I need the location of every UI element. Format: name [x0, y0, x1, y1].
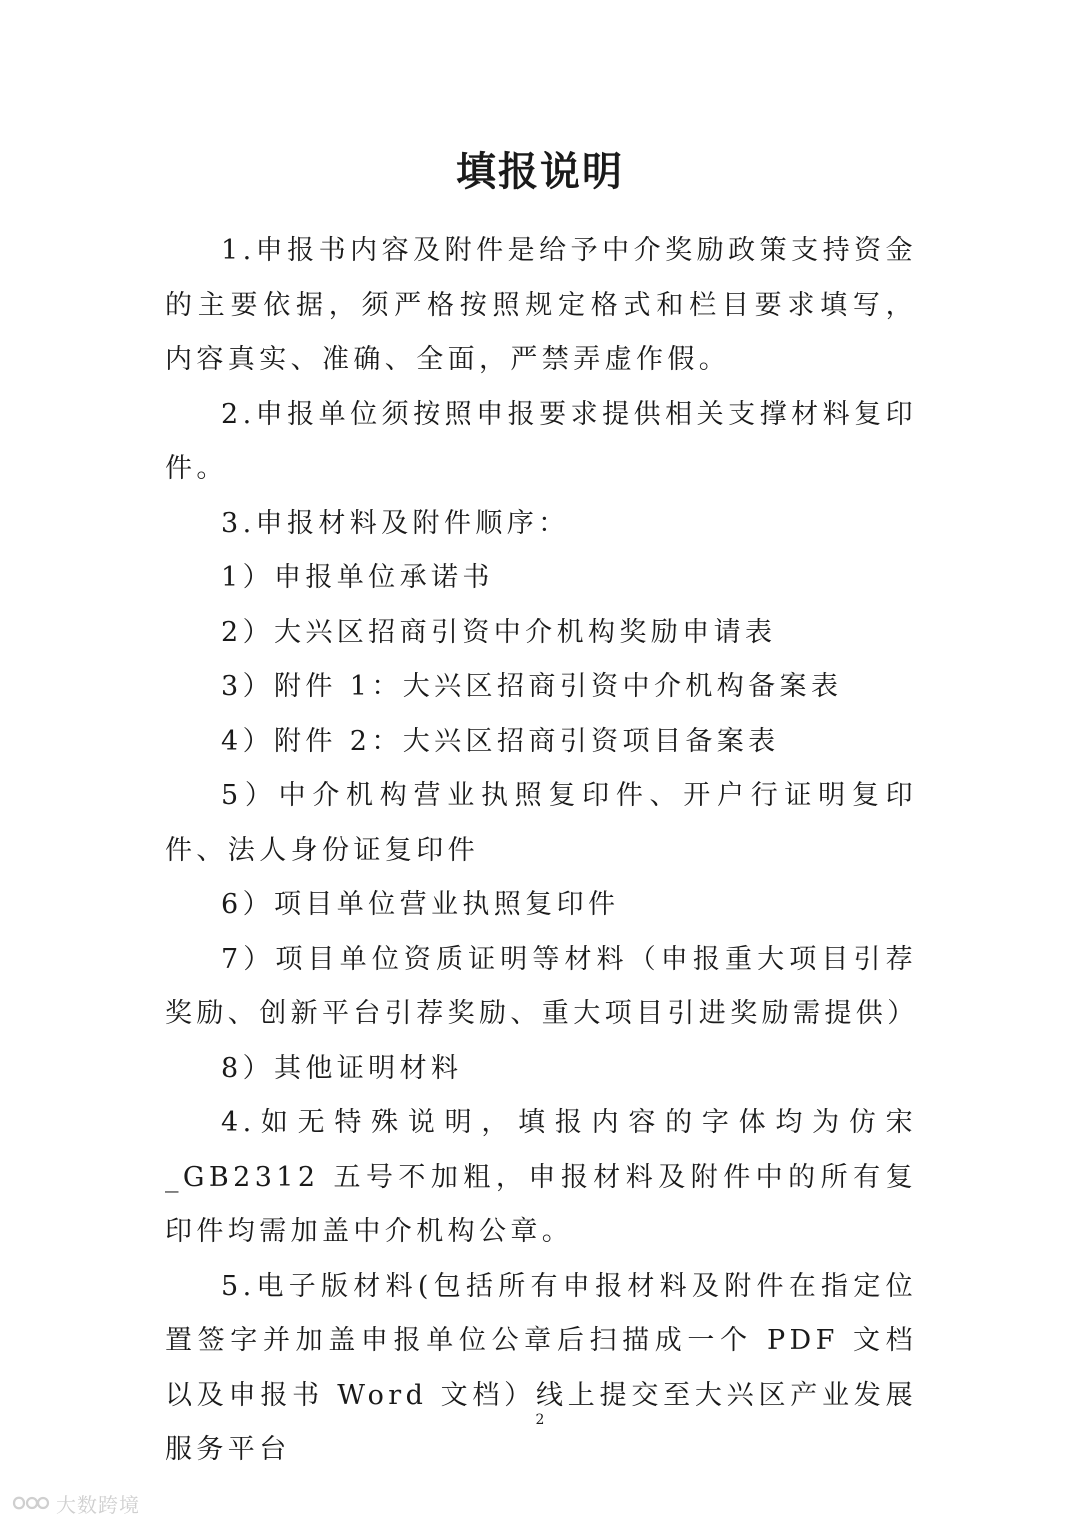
- page-title: 填报说明: [456, 149, 624, 195]
- list-item-4: 4）附件 2：大兴区招商引资项目备案表: [221, 725, 780, 757]
- watermark-text: 大数跨境: [56, 1492, 140, 1517]
- list-item-8: 8）其他证明材料: [221, 1052, 463, 1084]
- page-number: 2: [535, 1412, 545, 1428]
- paragraph-4: 4.如无特殊说明，填报内容的字体均为仿宋_GB2312 五号不加粗，申报材料及附件中的所有复印件均需加盖中介机构公章。: [165, 1107, 917, 1247]
- list-item-7: 7）项目单位资质证明等材料（申报重大项目引荐奖励、创新平台引荐奖励、重大项目引进奖励需提供）: [165, 943, 919, 1029]
- list-item-6: 6）项目单位营业执照复印件: [221, 889, 620, 920]
- paragraph-3: 3.申报材料及附件顺序：: [221, 507, 570, 539]
- watermark: [10, 1488, 140, 1518]
- brand-logo-icon: [10, 1491, 50, 1515]
- list-item-5: 5）中介机构营业执照复印件、开户行证明复印件、法人身份证复印件: [165, 780, 917, 866]
- list-item-3: 3）附件 1：大兴区招商引资中介机构备案表: [221, 671, 843, 702]
- paragraph-2: 2.申报单位须按照申报要求提供相关支撑材料复印件。: [165, 398, 917, 484]
- paragraph-1: 1.申报书内容及附件是给予中介奖励政策支持资金的主要依据，须严格按照规定格式和栏目要求填写，内容真实、准确、全面，严禁弄虚作假。: [165, 235, 917, 375]
- list-item-1: 1）申报单位承诺书: [221, 562, 494, 593]
- body-text: [165, 224, 917, 1478]
- list-item-2: 2）大兴区招商引资中介机构奖励申请表: [221, 616, 777, 648]
- paragraph-5: 5.电子版材料(包括所有申报材料及附件在指定位置签字并加盖申报单位公章后扫描成一个 PDF 文档以及申报书 Word 文档）线上提交至大兴区产业发展服务平台: [165, 1270, 917, 1465]
